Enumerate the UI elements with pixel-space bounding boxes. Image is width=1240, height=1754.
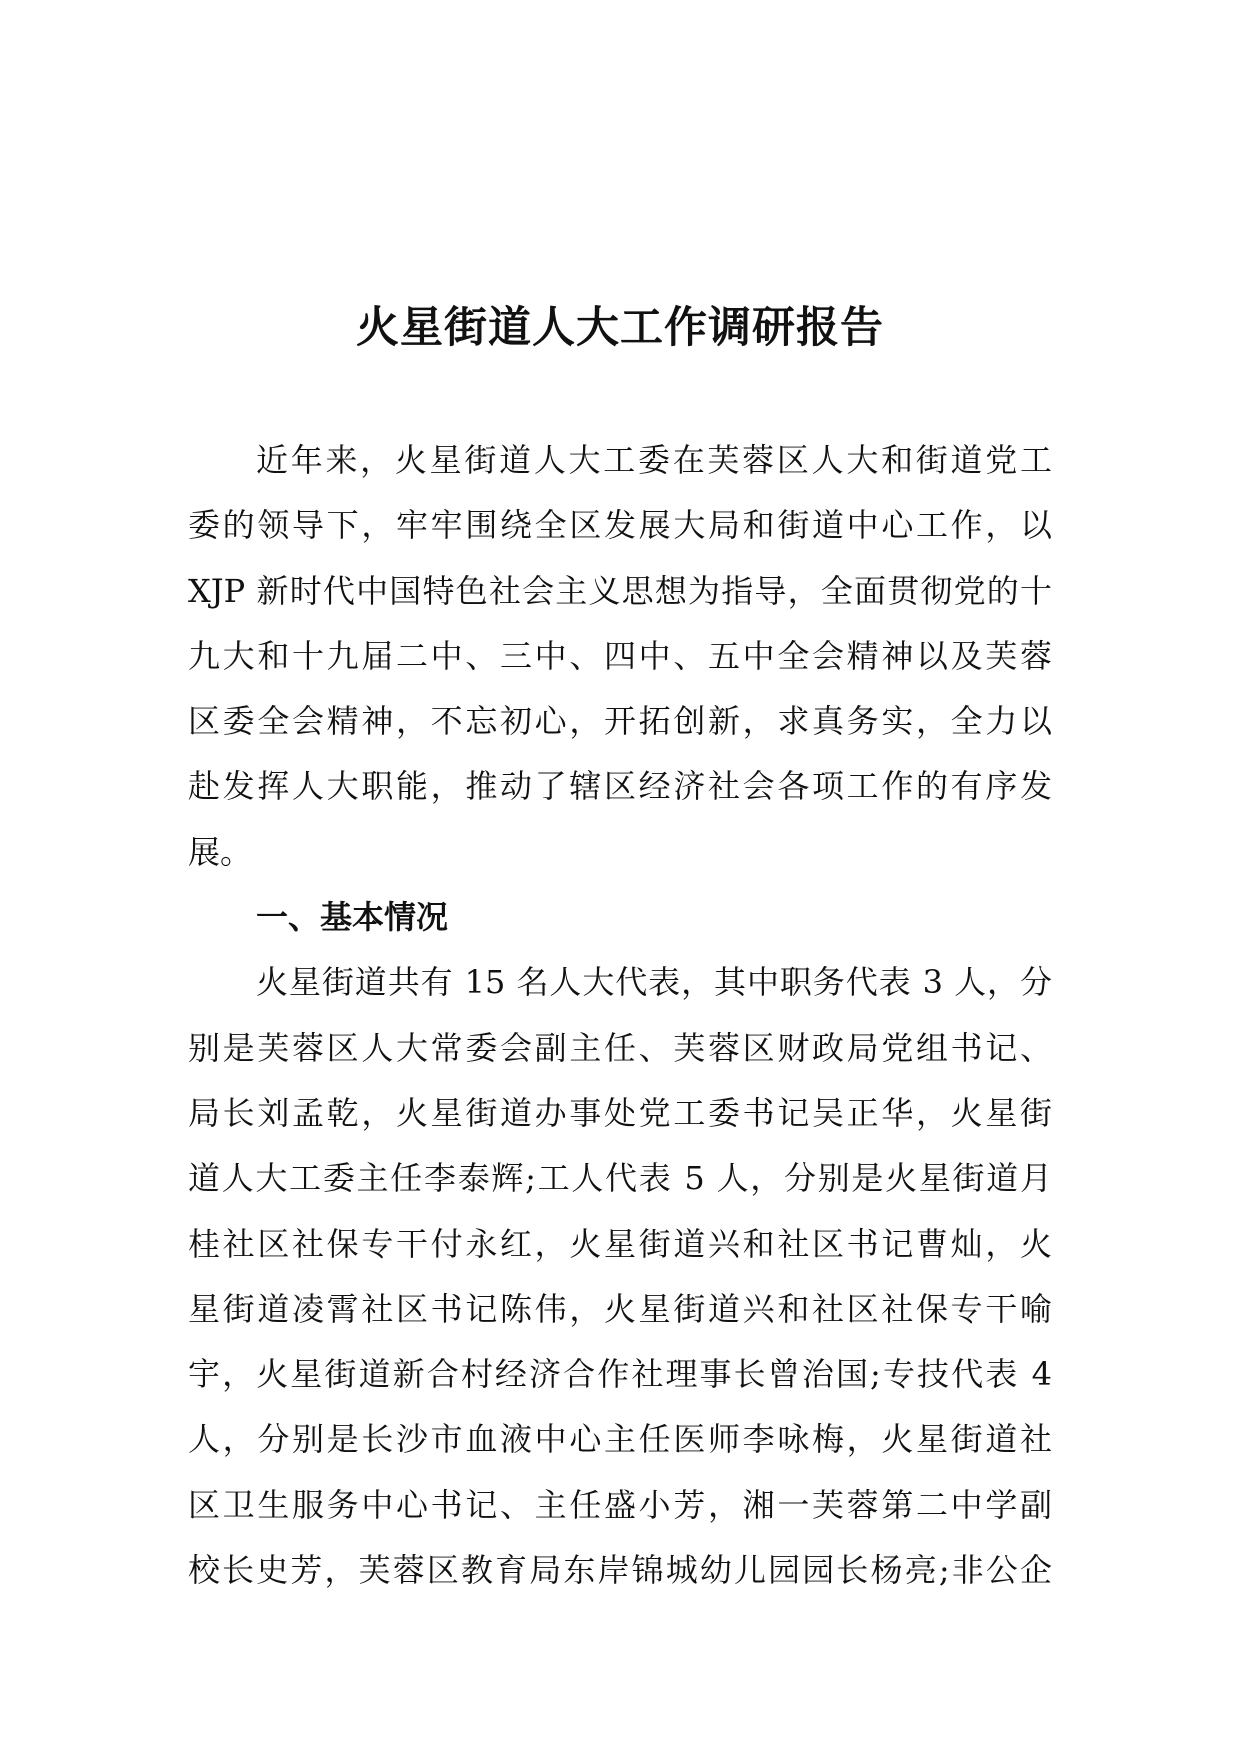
paragraph-basic-info — [188, 950, 1052, 1603]
text-line: 人，分别是长沙市血液中心主任医师李咏梅，火星街道社 — [188, 1420, 1052, 1459]
text-line: 星街道凌霄社区书记陈伟，火星街道兴和社区社保专干喻 — [188, 1289, 1052, 1328]
section-heading: 一、基本情况 — [256, 898, 449, 937]
text-line: 别是芙蓉区人大常委会副主任、芙蓉区财政局党组书记、 — [188, 1028, 1052, 1067]
text-line: 赴发挥人大职能，推动了辖区经济社会各项工作的有序发 — [188, 767, 1052, 806]
text-line: 道人大工委主任李泰辉;工人代表 5 人，分别是火星街道月 — [188, 1159, 1052, 1198]
text-line: XJP 新时代中国特色社会主义思想为指导，全面贯彻党的十 — [188, 571, 1052, 610]
text-line: 九大和十九届二中、三中、四中、五中全会精神以及芙蓉 — [188, 636, 1052, 675]
text-line: 桂社区社保专干付永红，火星街道兴和社区书记曹灿，火 — [188, 1224, 1052, 1263]
text-line: 火星街道共有 15 名人大代表，其中职务代表 3 人，分 — [256, 963, 1052, 1002]
paragraph-intro — [188, 428, 1052, 885]
document-title: 火星街道人大工作调研报告 — [356, 303, 884, 353]
text-line: 局长刘孟乾，火星街道办事处党工委书记吴正华，火星街 — [188, 1093, 1052, 1132]
text-line: 宇，火星街道新合村经济合作社理事长曾治国;专技代表 4 — [188, 1355, 1052, 1394]
text-line: 区委全会精神，不忘初心，开拓创新，求真务实，全力以 — [188, 702, 1052, 741]
text-line: 委的领导下，牢牢围绕全区发展大局和街道中心工作，以 — [188, 506, 1052, 545]
document-body — [188, 428, 1052, 1603]
text-line: 近年来，火星街道人大工委在芙蓉区人大和街道党工 — [256, 441, 1052, 479]
text-line: 展。 — [188, 832, 253, 871]
text-line: 校长史芳，芙蓉区教育局东岸锦城幼儿园园长杨亮;非公企 — [188, 1551, 1052, 1590]
text-line: 区卫生服务中心书记、主任盛小芳，湘一芙蓉第二中学副 — [188, 1485, 1052, 1524]
